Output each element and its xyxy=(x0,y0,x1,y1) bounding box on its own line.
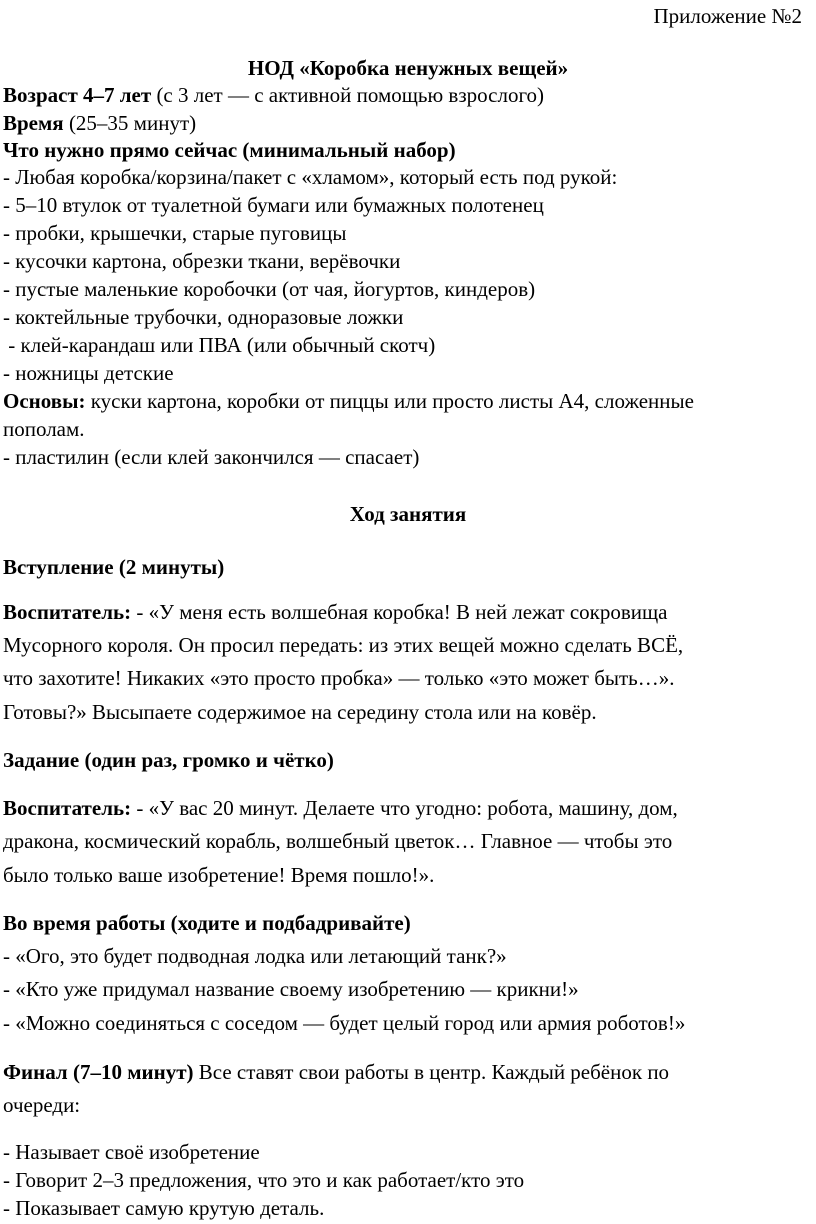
list-item: - Говорит 2–3 предложения, что это и как работает/кто это xyxy=(3,1168,525,1192)
list-item: - «Ого, это будет подводная лодка или летающий танк?» xyxy=(3,944,507,968)
base-line-cont: пополам. xyxy=(3,417,85,441)
appendix-label: Приложение №2 xyxy=(653,4,802,28)
list-item: - 5–10 втулок от туалетной бумаги или бумажных полотенец xyxy=(3,193,544,217)
base-label: Основы: xyxy=(3,389,86,413)
list-item: - клей-карандаш или ПВА (или обычный скотч) xyxy=(3,333,436,357)
final-label: Финал (7–10 минут) xyxy=(3,1060,194,1084)
materials-heading: Что нужно прямо сейчас (минимальный набор) xyxy=(3,138,456,162)
speaker-label: Воспитатель: xyxy=(3,600,132,624)
final-line: Финал (7–10 минут) Все ставят свои работы в центр. Каждый ребёнок по xyxy=(3,1060,670,1084)
age-line: Возраст 4–7 лет (с 3 лет — с активной помощью взрослого) xyxy=(3,83,545,107)
intro-line: Мусорного короля. Он просил передать: из этих вещей можно сделать ВСЁ, xyxy=(3,633,684,657)
list-item: - Показывает самую крутую деталь. xyxy=(3,1196,325,1220)
document-title: НОД «Коробка ненужных вещей» xyxy=(247,56,569,80)
list-item: - Называет своё изобретение xyxy=(3,1140,260,1164)
speaker-label: Воспитатель: xyxy=(3,796,132,820)
during-heading: Во время работы (ходите и подбадривайте) xyxy=(3,911,411,935)
time-label: Время xyxy=(3,111,64,135)
intro-line: Воспитатель: - «У меня есть волшебная коробка! В ней лежат сокровища xyxy=(3,600,668,624)
list-item: - пустые маленькие коробочки (от чая, йогуртов, киндеров) xyxy=(3,277,536,301)
lesson-heading: Ход занятия xyxy=(349,502,467,526)
age-label: Возраст 4–7 лет xyxy=(3,83,152,107)
list-item: - коктейльные трубочки, одноразовые ложки xyxy=(3,305,404,329)
intro-heading: Вступление (2 минуты) xyxy=(3,555,225,579)
list-item: - «Можно соединяться с соседом — будет целый город или армия роботов!» xyxy=(3,1011,686,1035)
list-item: - «Кто уже придумал название своему изобретению — крикни!» xyxy=(3,977,579,1001)
time-line: Время (25–35 минут) xyxy=(3,111,197,135)
task-line: было только ваше изобретение! Время пошло!». xyxy=(3,863,435,887)
list-item: - пробки, крышечки, старые пуговицы xyxy=(3,221,347,245)
task-heading: Задание (один раз, громко и чётко) xyxy=(3,748,334,772)
final-line-cont: очереди: xyxy=(3,1093,81,1117)
task-line: дракона, космический корабль, волшебный цветок… Главное — чтобы это xyxy=(3,829,673,853)
base-line: Основы: куски картона, коробки от пиццы или просто листы А4, сложенные xyxy=(3,389,694,413)
intro-line: что захотите! Никаких «это просто пробка» — только «это может быть…». xyxy=(3,666,675,690)
list-item: - кусочки картона, обрезки ткани, верёвочки xyxy=(3,249,401,273)
list-item: - ножницы детские xyxy=(3,361,174,385)
list-item: - пластилин (если клей закончился — спасает) xyxy=(3,445,420,469)
intro-line: Готовы?» Высыпаете содержимое на середину стола или на ковёр. xyxy=(3,700,597,724)
list-item: - Любая коробка/корзина/пакет с «хламом», который есть под рукой: xyxy=(3,165,618,189)
task-line: Воспитатель: - «У вас 20 минут. Делаете что угодно: робота, машину, дом, xyxy=(3,796,678,820)
